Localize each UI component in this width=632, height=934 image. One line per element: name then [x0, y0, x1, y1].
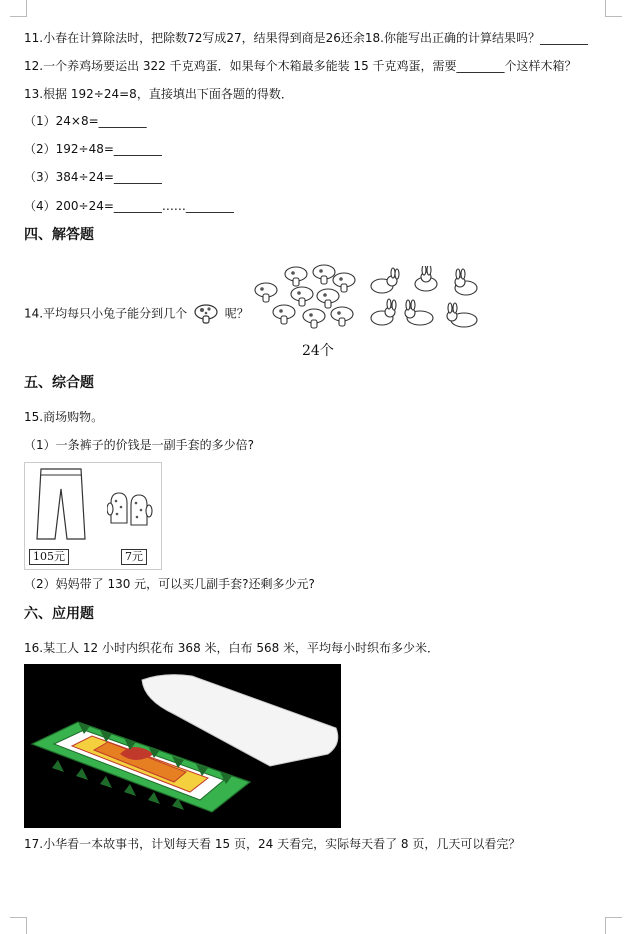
question-15-2: （2）妈妈带了 130 元，可以买几副手套?还剩多少元?: [24, 577, 315, 591]
question-17: 17.小华看一本故事书，计划每天看 15 页，24 天看完，实际每天看了 8 页，几天可以看完？: [24, 837, 521, 851]
gloves-icon: [107, 489, 153, 529]
question-15: 15.商场购物。: [24, 410, 104, 424]
question-13-4: （4）200÷24=________……________: [24, 199, 234, 213]
section-heading-4: 四、解答题: [24, 227, 94, 243]
question-15-1: （1）一条裤子的价钱是一副手套的多少倍?: [24, 438, 255, 452]
page-corner-mark: [10, 0, 27, 17]
page-corner-mark: [605, 0, 622, 17]
mushrooms-illustration: [250, 262, 362, 338]
question-13-2: （2）192÷48=________: [24, 142, 162, 156]
question-11: 11.小春在计算除法时，把除数72写成27，结果得到商是26还余18.你能写出正确的计算结果吗？________: [24, 31, 588, 45]
mushroom-icon: [193, 303, 219, 325]
question-13: 13.根据 192÷24=8，直接填出下面各题的得数．: [24, 87, 293, 101]
gloves-price-label: 7元: [121, 549, 147, 565]
page-corner-mark: [605, 917, 622, 934]
section-heading-5: 五、综合题: [24, 375, 94, 391]
shopping-items-figure: [24, 462, 162, 570]
question-12: 12.一个养鸡场要运出 322 千克鸡蛋．如果每个木箱最多能装 15 千克鸡蛋，需要________个这样木箱？: [24, 59, 577, 73]
pants-icon: [33, 467, 89, 541]
question-14: [24, 303, 249, 325]
question-14-text-end: 呢？: [224, 306, 249, 321]
question-13-3: （3）384÷24=________: [24, 170, 162, 184]
pants-price-label: 105元: [29, 549, 69, 565]
mushroom-count-label: 24个: [302, 343, 334, 359]
question-16: 16.某工人 12 小时内织花布 368 米，白布 568 米，平均每小时织布多少米．: [24, 641, 440, 655]
question-13-1: （1）24×8=________: [24, 114, 147, 128]
cloth-illustration: [24, 664, 341, 828]
page-corner-mark: [10, 917, 27, 934]
rabbits-illustration: [364, 266, 492, 336]
section-heading-6: 六、应用题: [24, 606, 94, 622]
question-14-text: 14.平均每只小兔子能分到几个: [24, 306, 188, 321]
